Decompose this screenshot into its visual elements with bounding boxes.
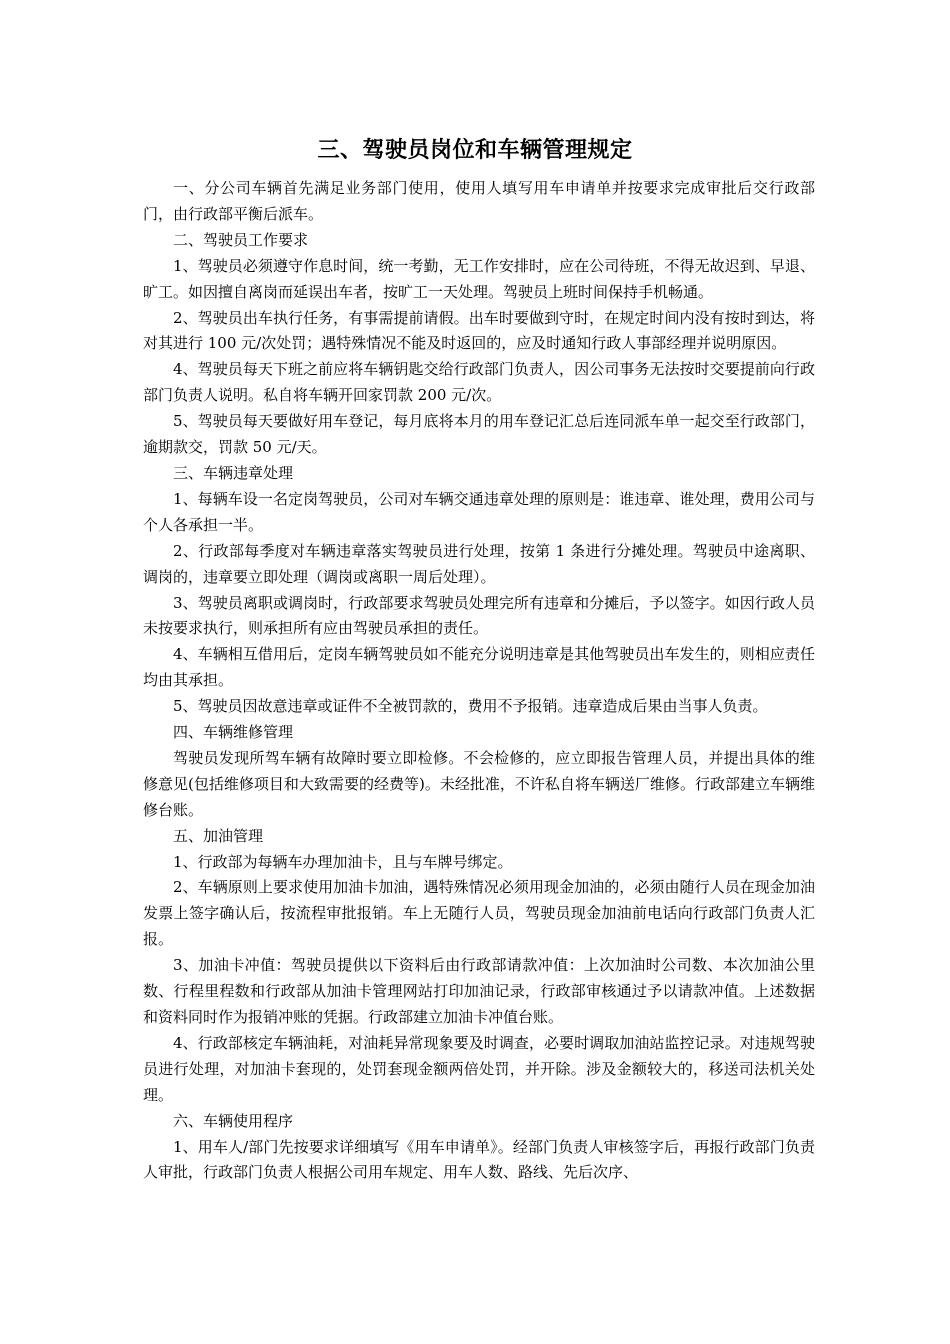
paragraph: 1、驾驶员必须遵守作息时间，统一考勤，无工作安排时，应在公司待班，不得无故迟到、早退、旷工。如因擅自离岗而延误出车者，按旷工一天处理。驾驶员上班时间保持手机畅通。 (143, 256, 815, 301)
paragraph: 3、加油卡冲值：驾驶员提供以下资料后由行政部请款冲值：上次加油时公司数、本次加油公里数、行程里程数和行政部从加油卡管理网站打印加油记录，行政部审核通过予以请款冲值。上述数据和资料同时作为报销冲账的凭据。行政部建立加油卡冲值台账。 (143, 956, 815, 1026)
paragraph: 2、驾驶员出车执行任务，有事需提前请假。出车时要做到守时，在规定时间内没有按时到达，将对其进行 100 元/次处罚；遇特殊情况不能及时返回的，应及时通知行政人事部经理并说明原因。 (143, 308, 815, 353)
paragraph: 1、行政部为每辆车办理加油卡，且与车牌号绑定。 (173, 852, 513, 871)
paragraph: 4、车辆相互借用后，定岗车辆驾驶员如不能充分说明违章是其他驾驶员出车发生的，则相应责任均由其承担。 (143, 645, 815, 690)
paragraph: 2、车辆原则上要求使用加油卡加油，遇特殊情况必须用现金加油的，必须由随行人员在现金加油发票上签字确认后，按流程审批报销。车上无随行人员，驾驶员现金加油前电话向行政部门负责人汇报。 (143, 878, 815, 949)
paragraph: 1、每辆车设一名定岗驾驶员，公司对车辆交通违章处理的原则是：谁违章、谁处理，费用公司与个人各承担一半。 (143, 489, 815, 534)
paragraph: 一、分公司车辆首先满足业务部门使用，使用人填写用车申请单并按要求完成审批后交行政部门，由行政部平衡后派车。 (143, 179, 815, 223)
document-body (143, 176, 815, 1186)
paragraph: 3、驾驶员离职或调岗时，行政部要求驾驶员处理完所有违章和分摊后，予以签字。如因行政人员未按要求执行，则承担所有应由驾驶员承担的责任。 (143, 593, 815, 638)
paragraph: 4、行政部核定车辆油耗，对油耗异常现象要及时调查，必要时调取加油站监控记录。对违规驾驶员进行处理，对加油卡套现的，处罚套现金额两倍处罚，并开除。涉及金额较大的，移送司法机关处理。 (143, 1033, 815, 1104)
section-heading: 二、驾驶员工作要求 (173, 230, 309, 249)
document-title: 三、驾驶员岗位和车辆管理规定 (317, 138, 633, 163)
paragraph: 4、驾驶员每天下班之前应将车辆钥匙交给行政部门负责人，因公司事务无法按时交要提前向行政部门负责人说明。私自将车辆开回家罚款 200 元/次。 (143, 360, 815, 405)
paragraph: 驾驶员发现所驾车辆有故障时要立即检修。不会检修的，应立即报告管理人员，并提出具体的维修意见(包括维修项目和大致需要的经费等)。未经批准，不许私自将车辆送厂维修。行政部建立车辆维修台账。 (143, 748, 815, 819)
section-heading: 三、车辆违章处理 (173, 463, 294, 482)
paragraph: 5、驾驶员因故意违章或证件不全被罚款的，费用不予报销。违章造成后果由当事人负责。 (173, 697, 768, 716)
section-heading: 四、车辆维修管理 (173, 723, 294, 742)
section-heading: 五、加油管理 (173, 826, 264, 845)
section-heading: 六、车辆使用程序 (173, 1111, 294, 1130)
paragraph: 5、驾驶员每天要做好用车登记，每月底将本月的用车登记汇总后连同派车单一起交至行政部门，逾期款交，罚款 50 元/天。 (143, 412, 815, 457)
paragraph: 1、用车人/部门先按要求详细填写《用车申请单》。经部门负责人审核签字后，再报行政部门负责人审批，行政部门负责人根据公司用车规定、用车人数、路线、先后次序、 (143, 1137, 815, 1182)
paragraph: 2、行政部每季度对车辆违章落实驾驶员进行处理，按第 1 条进行分摊处理。驾驶员中途离职、调岗的，违章要立即处理（调岗或离职一周后处理）。 (143, 541, 815, 586)
